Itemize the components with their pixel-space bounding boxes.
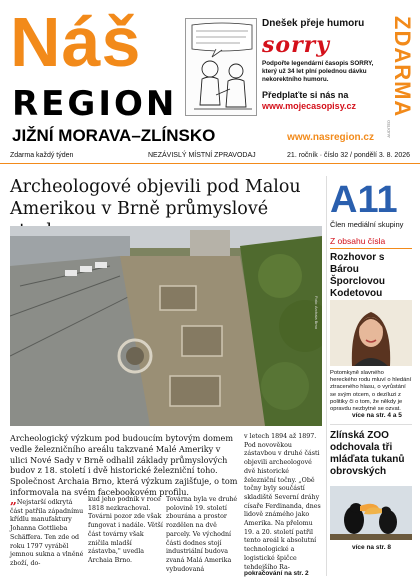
teaser-zoo-title[interactable]: Zlínská ZOO odchovala tři mláďata tukanů obrovských	[330, 430, 405, 477]
promo-text: Podpořte legendární časopis SORRY, který už 34 let plní polednou dávku nekorektního humoru.	[262, 60, 374, 83]
column-divider	[326, 176, 327, 576]
audit-mark: AUDITED	[386, 120, 391, 138]
article-column-4: v letech 1894 až 1897. Pod novověkou zástavbou v druhé části objevili archeologové dvě historické železniční točny. „Obě točny byly součástí skladiště Severní dráhy císaře Ferdinanda, dnes lidově známého jako Amerika. Na přelomu 19. a 20. století patřil tento areál k absolutní technologické a logistické špičce tehdejšího Ra-	[244, 433, 321, 571]
article-column-1	[10, 493, 86, 569]
portrait-photo	[330, 300, 412, 366]
photo-credit: Foto: Archaia Brno	[314, 296, 319, 330]
toucan-photo	[330, 486, 412, 540]
excavation-illustration	[10, 226, 322, 426]
cartoon-drawing	[186, 19, 257, 116]
a11-subtitle: Člen mediální skupiny	[330, 220, 404, 229]
sorry-promo[interactable]	[262, 18, 380, 128]
logo-nas: Náš	[10, 3, 142, 81]
portrait-illustration	[330, 300, 412, 366]
toucan-illustration	[330, 486, 412, 540]
excavation-photo	[10, 226, 322, 426]
contents-label: Z obsahu čísla	[330, 236, 412, 249]
sorry-logo	[262, 33, 380, 57]
sorry-logo-part: so	[262, 32, 292, 58]
article-column-2: kud jeho podnik v roce 1818 nezkrachoval. Továrni pozor zde však fungovat i nadále. Větší část továrny však zničila mladší zástavba," uvedla Archaia Brno.	[88, 496, 163, 564]
more-link-zoo[interactable]: více na str. 8	[352, 544, 392, 551]
website-link[interactable]: www.nasregion.cz	[287, 132, 374, 143]
continued-link[interactable]: pokračování na str. 2	[244, 570, 309, 577]
logo-region: REGION	[12, 84, 178, 124]
dateline-left: Zdarma každý týden	[10, 152, 74, 159]
article-headline[interactable]: Archeologové objevili pod Malou Amerikou v Brně průmyslové	[10, 177, 301, 219]
dateline	[0, 150, 420, 164]
dateline-right: 21. ročník · číslo 32 / pondělí 3. 8. 2026	[287, 152, 410, 159]
article-lead: Archeologický výzkum pod budoucím bytovým domem vedle železničního areálu takzvané Malé Ameriky v ulici Nové Sady v Brně odhalil základy průmyslových budov z 18. století i dvě historické železniční toho. Společnost Archaia Brno, která výzkum zajišťuje, o tom informovala na svém facebookovém profilu.	[10, 433, 238, 497]
masthead	[0, 0, 420, 150]
a11-logo: A11	[330, 179, 398, 221]
more-link-interview[interactable]: více na str. 4 a 5	[352, 412, 402, 419]
promo-subscribe: Předplaťte si nás na	[262, 90, 349, 100]
promo-url[interactable]: www.mojecasopisy.cz	[262, 101, 357, 111]
article-column-3: Továrna byla ve druhé polovině 19. století zbourána a prostor rozdělen na dvě parcely. Ve východní části dodnes stojí industriální budova zvaná Malá Amerika vybudovaná	[166, 496, 238, 573]
zdarma-badge	[386, 16, 415, 138]
teaser-interview-text: Potomkyně slavného hereckého rodu mluví o hledání ztraceného hlasu, o vyrůstání se svým otcem, o dezíluzi z politiky či o tom, že někdy je opravdu nezbytné se ozvat.	[330, 370, 412, 413]
quote-mark: „	[10, 493, 17, 507]
dateline-center: NEZÁVISLÝ MÍSTNÍ ZPRAVODAJ	[148, 152, 256, 159]
teaser-interview-title[interactable]: Rozhovor s Bárou Šporclovou Kodetovou	[330, 252, 386, 299]
article-column-1-text: Nejstarší odkrytá část patřila západnímu křídlu manufaktury Johanna Gottlieba Schäffera. Ten zde od roku 1797 vyráběl jemnou sukna a vlněné zboží, do-	[10, 499, 84, 567]
sidebar-divider	[330, 424, 412, 425]
region-subtitle: JIŽNÍ MORAVA–ZLÍNSKO	[12, 126, 216, 145]
zdarma-label: ZDARMA	[390, 16, 415, 118]
sorry-logo-part: y	[316, 32, 331, 58]
sorry-logo-part: rr	[291, 32, 317, 58]
cartoon-image	[185, 18, 257, 116]
promo-title: Dnešek přeje humoru	[262, 18, 365, 29]
